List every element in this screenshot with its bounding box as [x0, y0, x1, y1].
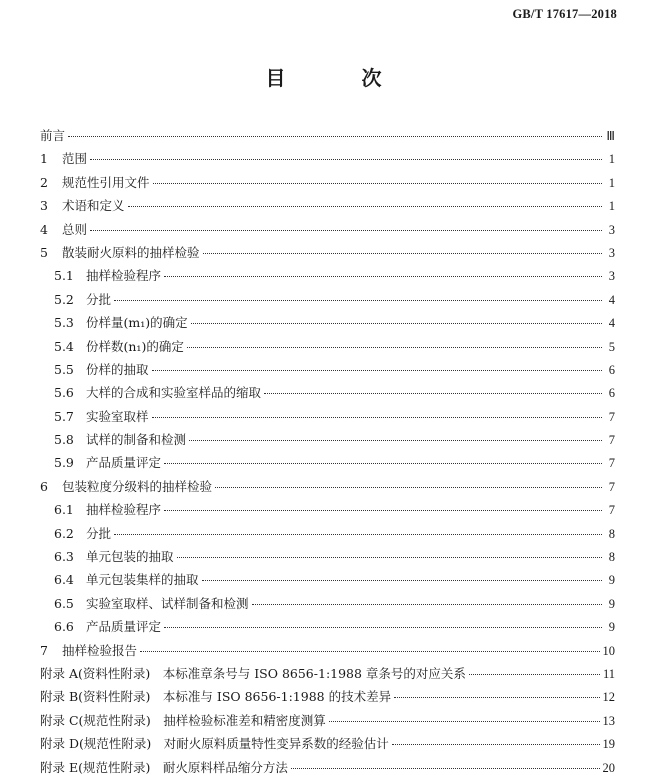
- toc-entry-page: 1: [608, 199, 615, 214]
- toc-leader-dots: [191, 323, 602, 324]
- toc-leader-dots: [164, 627, 602, 628]
- toc-leader-dots: [215, 487, 602, 488]
- toc-entry-page: 1: [608, 175, 615, 190]
- toc-entry-label: 术语和定义: [62, 198, 125, 214]
- toc-entry[interactable]: [40, 500, 615, 523]
- toc-entry-page: 9: [608, 620, 615, 635]
- toc-leader-dots: [90, 159, 602, 160]
- toc-entry[interactable]: [40, 687, 615, 710]
- toc-entry-number: 5.4: [54, 338, 74, 354]
- toc-leader-dots: [189, 440, 602, 441]
- toc-leader-dots: [140, 651, 599, 652]
- toc-entry-page: 7: [608, 456, 615, 471]
- toc-entry[interactable]: [40, 664, 615, 687]
- toc-entry[interactable]: [40, 477, 615, 500]
- page-title: 目 次: [265, 66, 410, 90]
- table-of-contents: [40, 126, 615, 781]
- toc-entry-number: 6.2: [54, 525, 74, 541]
- toc-entry-label: 分批: [86, 291, 112, 307]
- toc-entry-label: 附录 C(规范性附录) 抽样检验标准差和精密度测算: [40, 712, 326, 728]
- toc-entry-label: 散装耐火原料的抽样检验: [62, 244, 200, 260]
- toc-entry-label: 抽样检验程序: [86, 268, 162, 284]
- toc-entry-label: 单元包装的抽取: [86, 549, 174, 565]
- toc-entry[interactable]: [40, 758, 615, 781]
- toc-entry[interactable]: [40, 524, 615, 547]
- toc-entry-page: Ⅲ: [606, 129, 615, 143]
- toc-entry-label: 实验室取样、试样制备和检测: [86, 595, 249, 611]
- toc-entry-label: 附录 E(规范性附录) 耐火原料样品缩分方法: [40, 759, 288, 775]
- toc-entry-number: 5.6: [54, 385, 74, 401]
- toc-entry[interactable]: [40, 266, 615, 289]
- toc-entry-label: 份样量(m₁)的确定: [86, 315, 188, 331]
- toc-entry[interactable]: [40, 547, 615, 570]
- toc-entry-page: 7: [608, 503, 615, 518]
- toc-entry-number: 5.8: [54, 432, 74, 448]
- toc-leader-dots: [90, 230, 602, 231]
- toc-entry-page: 10: [602, 643, 615, 658]
- toc-entry-page: 11: [602, 666, 615, 681]
- toc-entry-label: 单元包装集样的抽取: [86, 572, 199, 588]
- toc-entry-label: 产品质量评定: [86, 455, 162, 471]
- toc-entry-page: 3: [608, 245, 615, 260]
- toc-entry[interactable]: [40, 196, 615, 219]
- toc-entry-label: 附录 B(资料性附录) 本标准与 ISO 8656-1:1988 的技术差异: [40, 689, 392, 705]
- toc-entry[interactable]: [40, 617, 615, 640]
- toc-entry-number: 6.1: [54, 502, 74, 518]
- toc-leader-dots: [68, 136, 602, 137]
- toc-entry-label: 规范性引用文件: [62, 174, 150, 190]
- toc-entry-number: 5.9: [54, 455, 74, 471]
- toc-entry-number: 5.5: [54, 361, 74, 377]
- toc-entry-label: 前言: [40, 128, 66, 143]
- toc-entry-page: 4: [608, 292, 615, 307]
- toc-entry-page: 13: [602, 713, 615, 728]
- toc-entry-page: 9: [608, 596, 615, 611]
- toc-entry-page: 3: [608, 222, 615, 237]
- toc-entry-number: 5.2: [54, 291, 74, 307]
- toc-entry-number: 5.1: [54, 268, 74, 284]
- toc-entry-label: 抽样检验报告: [62, 642, 138, 658]
- toc-entry[interactable]: [40, 220, 615, 243]
- toc-entry[interactable]: [40, 290, 615, 313]
- toc-entry-page: 7: [608, 433, 615, 448]
- toc-leader-dots: [329, 721, 600, 722]
- toc-entry[interactable]: [40, 734, 615, 757]
- toc-entry[interactable]: [40, 313, 615, 336]
- toc-entry-number: 7: [40, 642, 48, 658]
- toc-entry-label: 份样的抽取: [86, 361, 149, 377]
- toc-entry-number: 1: [40, 151, 48, 167]
- toc-leader-dots: [152, 370, 602, 371]
- toc-entry-label: 附录 D(规范性附录) 对耐火原料质量特性变异系数的经验估计: [40, 736, 389, 752]
- toc-entry[interactable]: [40, 641, 615, 664]
- toc-entry-number: 5.3: [54, 315, 74, 331]
- toc-entry[interactable]: [40, 430, 615, 453]
- toc-entry[interactable]: [40, 594, 615, 617]
- toc-entry-label: 实验室取样: [86, 408, 149, 424]
- toc-entry[interactable]: [40, 337, 615, 360]
- toc-entry-page: 7: [608, 479, 615, 494]
- toc-entry-page: 6: [608, 362, 615, 377]
- toc-leader-dots: [187, 347, 602, 348]
- toc-entry-number: 4: [40, 221, 48, 237]
- toc-leader-dots: [152, 417, 602, 418]
- toc-entry-number: 6: [40, 478, 48, 494]
- toc-entry-page: 6: [608, 386, 615, 401]
- toc-leader-dots: [252, 604, 602, 605]
- toc-entry-page: 5: [608, 339, 615, 354]
- toc-leader-dots: [177, 557, 602, 558]
- toc-entry[interactable]: [40, 149, 615, 172]
- toc-leader-dots: [128, 206, 602, 207]
- toc-entry-label: 总则: [62, 221, 88, 237]
- toc-entry[interactable]: [40, 243, 615, 266]
- toc-entry-label: 大样的合成和实验室样品的缩取: [86, 385, 262, 401]
- toc-leader-dots: [114, 300, 602, 301]
- toc-entry-label: 产品质量评定: [86, 619, 162, 635]
- toc-entry-label: 试样的制备和检测: [86, 432, 187, 448]
- toc-entry-number: 2: [40, 174, 48, 190]
- toc-entry-page: 8: [608, 550, 615, 565]
- toc-entry-page: 12: [602, 690, 615, 705]
- toc-leader-dots: [114, 534, 602, 535]
- toc-entry[interactable]: [40, 360, 615, 383]
- toc-leader-dots: [469, 674, 600, 675]
- toc-entry-number: 6.5: [54, 595, 74, 611]
- toc-leader-dots: [392, 744, 600, 745]
- toc-entry[interactable]: [40, 407, 615, 430]
- toc-entry-label: 分批: [86, 525, 112, 541]
- toc-entry[interactable]: [40, 383, 615, 406]
- toc-entry-label: 包装粒度分级料的抽样检验: [62, 478, 213, 494]
- toc-entry-label: 附录 A(资料性附录) 本标准章条号与 ISO 8656-1:1988 章条号的对应关系: [40, 665, 466, 681]
- toc-entry-number: 5.7: [54, 408, 74, 424]
- toc-entry-page: 3: [608, 269, 615, 284]
- toc-leader-dots: [291, 768, 600, 769]
- toc-leader-dots: [153, 183, 602, 184]
- toc-entry[interactable]: [40, 711, 615, 734]
- toc-entry-label: 范围: [62, 151, 88, 167]
- toc-entry-page: 7: [608, 409, 615, 424]
- toc-entry-page: 4: [608, 316, 615, 331]
- toc-entry-number: 3: [40, 198, 48, 214]
- toc-entry[interactable]: [40, 173, 615, 196]
- toc-leader-dots: [394, 697, 599, 698]
- toc-entry-number: 5: [40, 244, 48, 260]
- toc-leader-dots: [264, 393, 602, 394]
- toc-entry[interactable]: [40, 570, 615, 593]
- toc-leader-dots: [203, 253, 602, 254]
- toc-leader-dots: [164, 463, 602, 464]
- toc-entry-number: 6.3: [54, 549, 74, 565]
- toc-entry[interactable]: [40, 453, 615, 476]
- toc-leader-dots: [164, 276, 602, 277]
- toc-leader-dots: [202, 580, 602, 581]
- toc-entry-number: 6.6: [54, 619, 74, 635]
- toc-entry-label: 份样数(n₁)的确定: [86, 338, 184, 354]
- toc-entry-page: 19: [602, 737, 615, 752]
- standard-code: GB/T 17617—2018: [512, 7, 617, 21]
- toc-entry-page: 9: [608, 573, 615, 588]
- toc-entry-label: 抽样检验程序: [86, 502, 162, 518]
- toc-entry-number: 6.4: [54, 572, 74, 588]
- toc-entry-page: 1: [608, 152, 615, 167]
- toc-entry-page: 8: [608, 526, 615, 541]
- toc-entry-page: 20: [602, 760, 615, 775]
- toc-leader-dots: [164, 510, 602, 511]
- toc-entry[interactable]: [40, 126, 615, 149]
